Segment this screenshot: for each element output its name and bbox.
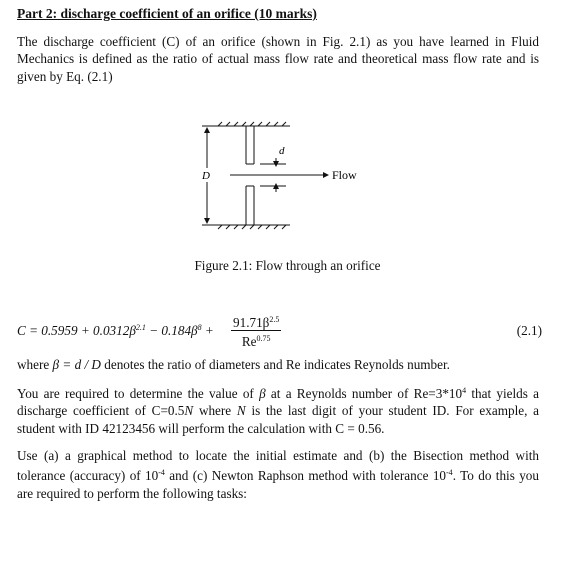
method-paragraph: Use (a) a graphical method to locate the initial estimate and (b) the Bisection method with tolerance (accuracy) of $10^{-4}$ and (c) Newton Raphson method with tolerance $10^{-4}$. To do this you are required to perform the following tasks: — [17, 448, 539, 501]
bottom-pipe-wall — [208, 225, 290, 229]
orifice-diagram — [190, 118, 380, 243]
equation-lhs — [17, 323, 214, 339]
top-pipe-wall — [208, 122, 290, 126]
label-D: D — [202, 170, 210, 182]
equation-number: (2.1) — [516, 323, 542, 338]
fraction-denominator: $Re^{0.75}$ — [241, 334, 271, 349]
equation-2-1 — [17, 312, 542, 352]
orifice-figure — [190, 118, 380, 243]
eq-term-1: C = 0.5959 + 0.0312β — [17, 323, 136, 338]
eq-plus: + — [201, 323, 214, 338]
orifice-plate-top — [246, 126, 254, 164]
label-flow: Flow — [332, 168, 357, 182]
label-d: d — [279, 145, 285, 157]
intro-paragraph: The discharge coefficient (C) of an orifice (shown in Fig. 2.1) as you have learned in Fluid Mechanics is defined as the ratio of actual mass flow rate and theoretical mass flow rate and is given by Eq. (2.1) — [17, 34, 539, 84]
equation-fraction — [231, 312, 281, 349]
orifice-plate-bottom — [246, 186, 254, 225]
eq-exp-1: 2.1 — [135, 323, 146, 332]
task-paragraph: You are required to determine the value of β at a Reynolds number of $Re=3*10^4$ that yields a discharge coefficient of C=0.5N where N is the last digit of your student ID. For example, a student with ID 42123456 will perform the calculation with C = 0.56. — [17, 386, 539, 436]
eq-exp-2: 8 — [197, 323, 202, 332]
figure-caption: Figure 2.1: Flow through an orifice — [194, 258, 381, 273]
fraction-numerator: $91.71\beta^{2.5}$ — [231, 312, 281, 331]
where-paragraph: where β = d / D denotes the ratio of diameters and Re indicates Reynolds number. — [17, 357, 450, 372]
section-title: Part 2: discharge coefficient of an orifice (10 marks) — [17, 6, 317, 21]
eq-term-2: − 0.184β — [145, 323, 198, 338]
beta-definition: β = d / D — [52, 357, 101, 372]
